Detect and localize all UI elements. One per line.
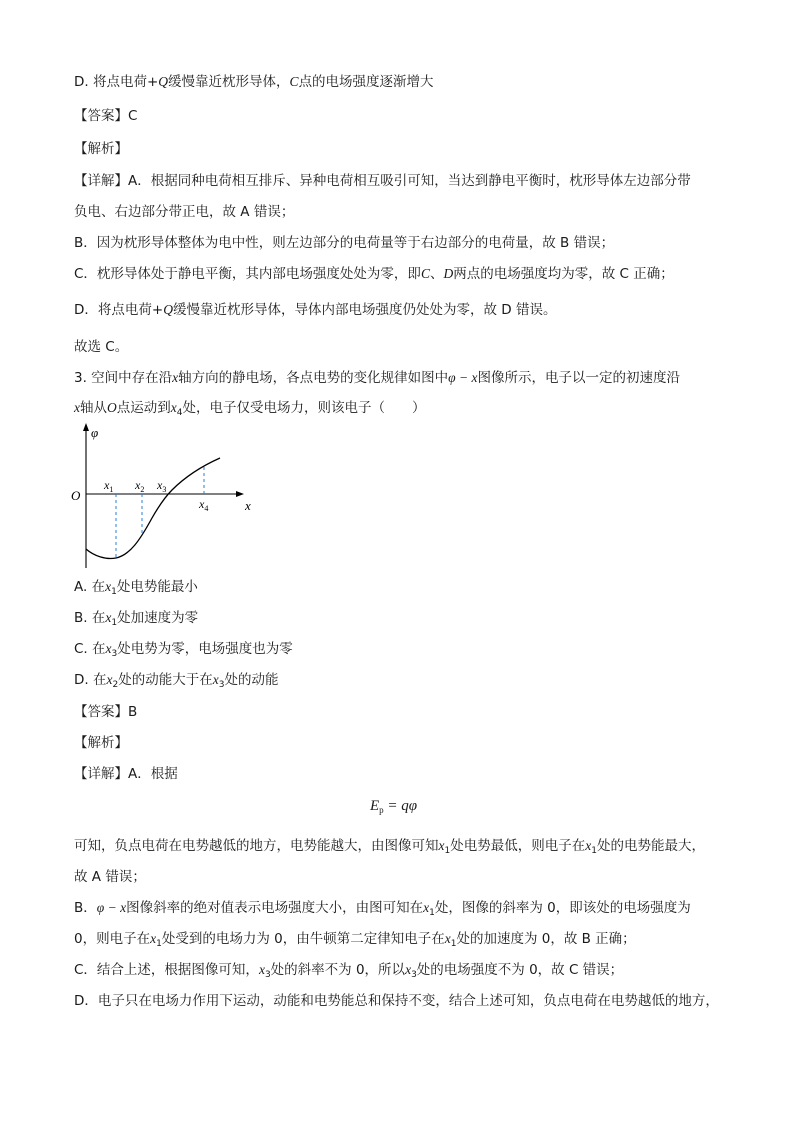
phi-x-graph xyxy=(68,420,258,570)
q2-detail-b: B．因为枕形导体整体为电中性，则左边部分的电荷量等于右边部分的电荷量，故 B 错误； xyxy=(74,235,615,251)
q3-stem-line1: 3. 空间中存在沿x轴方向的静电场，各点电势的变化规律如图中φ − x图像所示，电子以一定的初速度沿 xyxy=(74,370,680,386)
q3-option-d: D. 在$x_2$处的动能大于在$x_3$处的动能 xyxy=(74,672,279,690)
q2-analysis-label: 【解析】 xyxy=(74,141,128,157)
q2-detail-a-line1: 【详解】A．根据同种电荷相互排斥、异种电荷相互吸引可知，当达到静电平衡时，枕形导体左边部分带 xyxy=(74,173,691,189)
x4-label: $x_4$ xyxy=(199,497,209,513)
q3-option-a: A. 在$x_1$处电势能最小 xyxy=(74,579,198,597)
q3-detail-a-line2: 故 A 错误； xyxy=(74,869,146,885)
q3-option-b: B. 在$x_1$处加速度为零 xyxy=(74,610,199,628)
q2-conclusion: 故选 C。 xyxy=(74,339,129,355)
q3-detail-b-line2: 0，则电子在$x_1$处受到的电场力为 0，由牛顿第二定律知电子在$x_1$处的加速度为 0，故 B 正确； xyxy=(74,931,636,949)
q2-option-d: D. 将点电荷+Q缓慢靠近枕形导体，C点的电场强度逐渐增大 xyxy=(74,74,434,90)
phi-axis-arrow xyxy=(83,423,89,431)
x-axis-arrow xyxy=(236,491,244,497)
x3-label: $x_3$ xyxy=(157,478,167,494)
origin-label: O xyxy=(71,488,81,503)
q3-stem-line2: x轴从O点运动到$x_4$处，电子仅受电场力，则该电子（ ） xyxy=(74,400,426,418)
q3-option-c: C. 在$x_3$处电势为零，电场强度也为零 xyxy=(74,641,293,659)
q3-detail-a-intro: 【详解】A．根据 xyxy=(74,766,178,782)
x2-label: $x_2$ xyxy=(135,478,145,494)
q3-analysis-label: 【解析】 xyxy=(74,735,128,751)
q3-detail-a-line1: 可知，负点电荷在电势越低的地方，电势能越大，由图像可知$x_1$处电势最低，则电子在$x_1$处的电势能最大， xyxy=(74,838,705,856)
q3-answer: 【答案】B xyxy=(74,704,138,720)
q2-detail-d: D．将点电荷+Q缓慢靠近枕形导体，导体内部电场强度仍处处为零，故 D 错误。 xyxy=(74,302,557,318)
q2-detail-c: C．枕形导体处于静电平衡，其内部电场强度处处为零，即C、D两点的电场强度均为零，故 C 正确； xyxy=(74,266,674,282)
x1-label: $x_1$ xyxy=(104,478,114,494)
x-axis-label: x xyxy=(245,498,251,513)
q2-answer: 【答案】C xyxy=(74,108,138,124)
q3-detail-d: D．电子只在电场力作用下运动，动能和电势能总和保持不变，结合上述可知，负点电荷在电势越低的地方， xyxy=(74,993,719,1009)
q3-detail-b-line1: B．φ − x图像斜率的绝对值表示电场强度大小，由图可知在$x_1$处，图像的斜率为 0，即该处的电场强度为 xyxy=(74,900,691,918)
phi-label: φ xyxy=(91,425,99,440)
formula-ep: $E_p = q\varphi$ xyxy=(370,798,418,815)
q3-detail-c: C．结合上述，根据图像可知，$x_3$处的斜率不为 0，所以$x_3$处的电场强度不为 0，故 C 错误； xyxy=(74,962,624,980)
q2-detail-a-line2: 负电、右边部分带正电，故 A 错误； xyxy=(74,204,295,220)
